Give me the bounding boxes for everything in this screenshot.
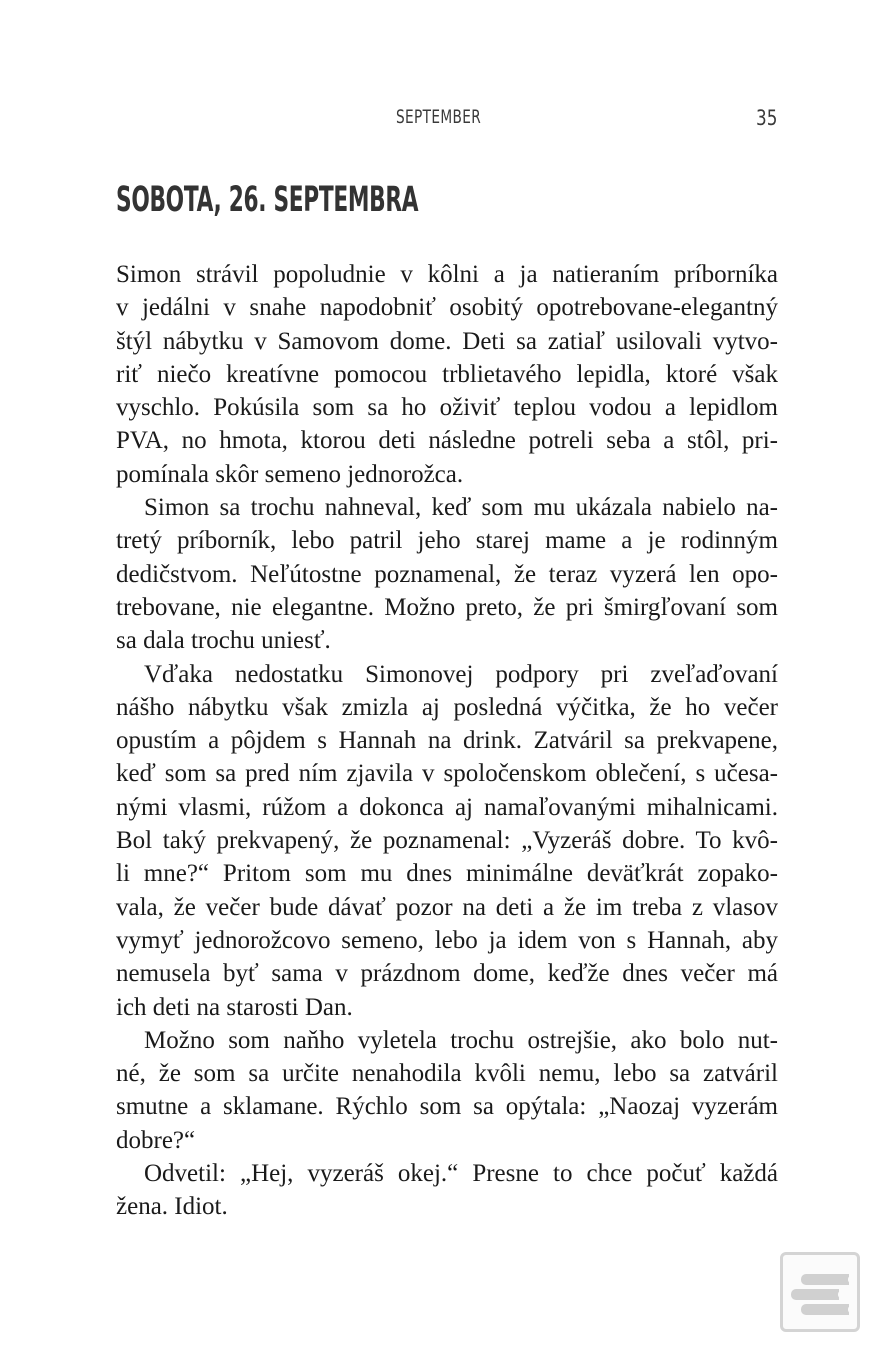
text-line: Bol taký prekvapený, že poznamenal: „Vyzeráš dobre. To kvô- <box>116 827 778 855</box>
text-line: vyschlo. Pokúsila som sa ho oživiť teplou vodou a lepidlom <box>116 394 778 422</box>
book-shape <box>791 1289 839 1300</box>
paragraph <box>116 1024 778 1157</box>
paragraph <box>116 491 778 657</box>
text-line: sa dala trochu uniesť. <box>116 627 331 655</box>
paragraph <box>116 658 778 1024</box>
books-stack-icon <box>780 1252 860 1332</box>
text-line: nášho nábytku však zmizla aj posledná výčitka, že ho večer <box>116 693 778 721</box>
page-number: 35 <box>756 106 778 130</box>
text-line: Odvetil: „Hej, vyzeráš okej.“ Presne to chce počuť každá <box>144 1160 778 1188</box>
text-line: vymyť jednorožcovo semeno, lebo ja idem von s Hannah, aby <box>116 926 778 954</box>
text-line: nemusela byť sama v prázdnom dome, keďže dnes večer má <box>116 960 778 988</box>
text-line: vala, že večer bude dávať pozor na deti a že im treba z vlasov <box>116 893 778 921</box>
text-line: li mne?“ Pritom som mu dnes minimálne deväťkrát zopako- <box>116 860 778 888</box>
book-shape <box>801 1274 849 1285</box>
text-line: Simon strávil popoludnie v kôlni a ja natieraním príborníka <box>116 261 778 288</box>
text-line: né, že som sa určite nenahodila kvôli nemu, lebo sa zatváril <box>116 1060 778 1088</box>
text-line: pomínala skôr semeno jednorožca. <box>116 460 464 488</box>
text-line: ich deti na starosti Dan. <box>116 993 353 1021</box>
paragraph <box>116 258 778 491</box>
book-shape <box>801 1304 849 1315</box>
paragraph <box>116 1157 778 1224</box>
text-line: trebovane, nie elegantne. Možno preto, že pri šmirgľovaní som <box>116 593 778 621</box>
text-line: riť niečo kreatívne pomocou trblietavého lepidla, ktoré však <box>116 360 778 388</box>
text-line: štýl nábytku v Samovom dome. Deti sa zatiaľ usilovali vytvo- <box>116 327 778 355</box>
text-line: Možno som naňho vyletela trochu ostrejšie, ako bolo nut- <box>144 1026 778 1054</box>
text-line: keď som sa pred ním zjavila v spoločenskom oblečení, s učesa- <box>116 760 778 788</box>
text-line: PVA, no hmota, ktorou deti následne potreli seba a stôl, pri- <box>116 427 778 455</box>
text-line: dobre?“ <box>116 1126 196 1154</box>
text-line: nými vlasmi, rúžom a dokonca aj namaľovanými mihalnicami. <box>116 793 778 821</box>
text-line: Simon sa trochu nahneval, keď som mu ukázala nabielo na- <box>144 494 778 522</box>
running-title: SEPTEMBER <box>396 106 482 128</box>
text-line: tretý príborník, lebo patril jeho starej mame a je rodinným <box>116 527 778 555</box>
text-line: žena. Idiot. <box>116 1193 228 1221</box>
text-line: Vďaka nedostatku Simonovej podpory pri zveľaďovaní <box>144 660 778 688</box>
running-header <box>0 106 879 136</box>
text-line: dedičstvom. Neľútostne poznamenal, že teraz vyzerá len opo- <box>116 560 778 588</box>
chapter-title: SOBOTA, 26. SEPTEMBRA <box>116 180 419 220</box>
text-line: smutne a sklamane. Rýchlo som sa opýtala: „Naozaj vyzerám <box>116 1093 778 1121</box>
body-text <box>116 258 778 1224</box>
text-line: opustím a pôjdem s Hannah na drink. Zatváril sa prekvapene, <box>116 727 778 755</box>
text-line: v jedálni v snahe napodobniť osobitý opotrebovane-elegantný <box>116 294 778 322</box>
